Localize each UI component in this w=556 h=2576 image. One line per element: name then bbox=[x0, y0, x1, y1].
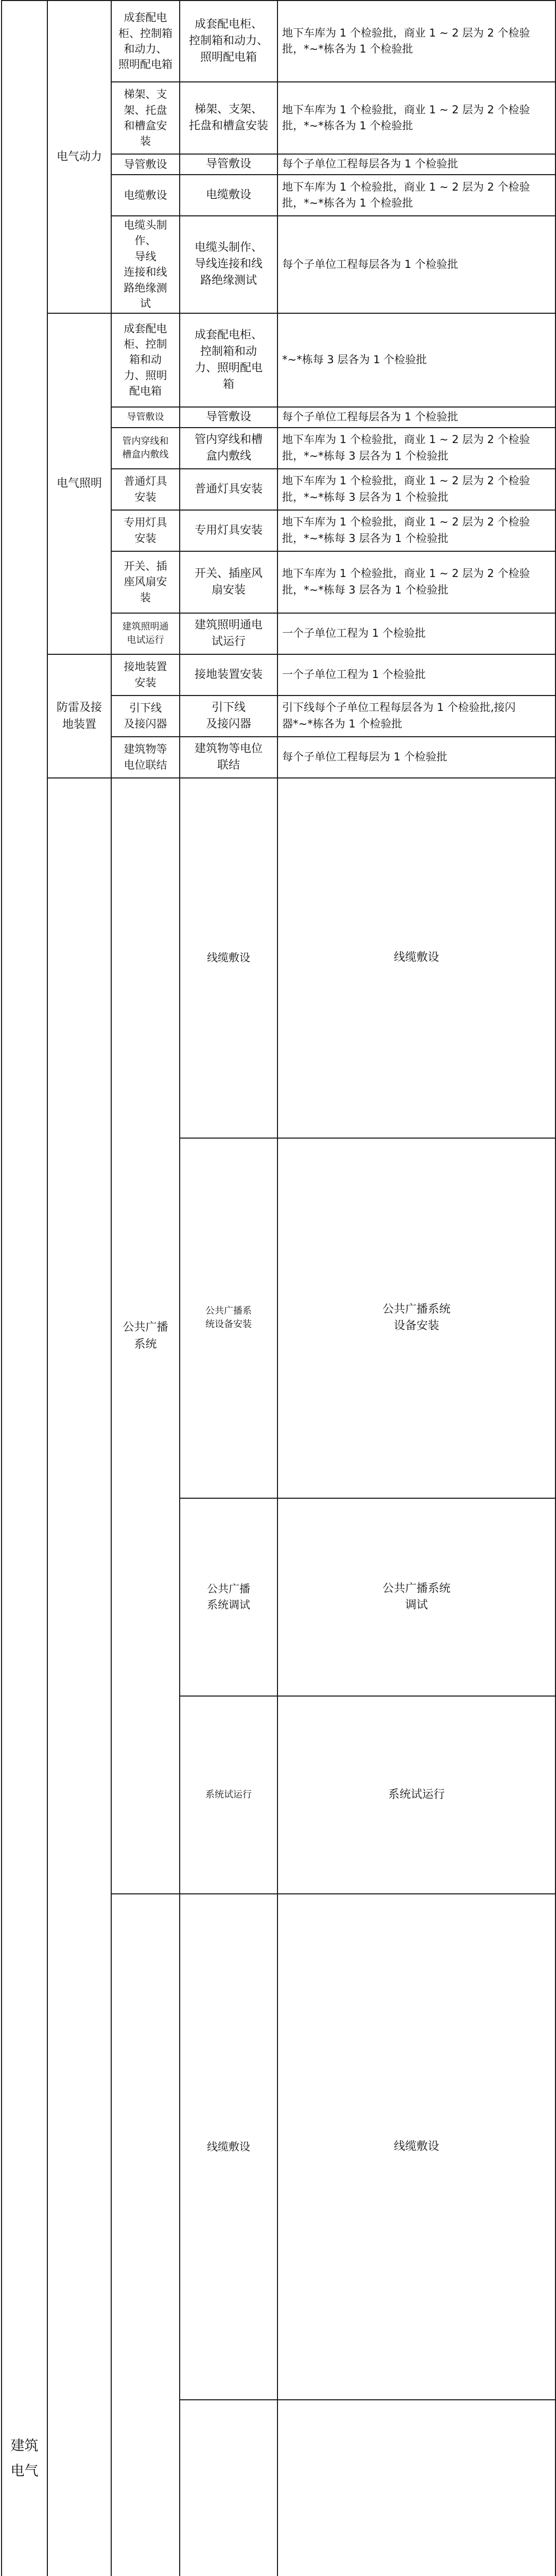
item-cell: 电缆头制作、 导线 连接和线 路绝缘测 试 bbox=[111, 216, 180, 313]
process-cell: 电缆敷设 bbox=[180, 175, 277, 216]
inspection-lot-table bbox=[1, 0, 556, 2576]
process-cell: 成套配电柜、 控制箱和动 力、照明配电 箱 bbox=[180, 313, 277, 407]
section-cell: 建筑 电气 bbox=[2, 1, 47, 2576]
table-body bbox=[2, 1, 555, 2576]
process-cell: 专用灯具安装 bbox=[180, 510, 277, 551]
process-cell: 开关、插座风 扇安装 bbox=[180, 551, 277, 613]
process-cell: 接地装置安装 bbox=[180, 654, 277, 696]
item-cell: 导管敷设 bbox=[111, 407, 180, 428]
section-cell bbox=[47, 778, 111, 2576]
process-cell: 系统试运行 bbox=[277, 1696, 555, 1894]
lot-description-cell: 地下车库为 1 个检验批，商业 1 ~ 2 层为 2 个检验 批，*~*栋各为 1 个检验批 bbox=[277, 1, 555, 82]
lot-description-cell: 地下车库为 1 个检验批，商业 1 ~ 2 层为 2 个检验 批，*~*栋各为 1 个检验批 bbox=[277, 175, 555, 216]
subsection-cell: 电气动力 bbox=[47, 1, 111, 313]
process-cell: 普通灯具安装 bbox=[180, 469, 277, 510]
lot-description-cell: 每个子单位工程每层各为 1 个检验批 bbox=[277, 407, 555, 428]
subsection-cell: 防雷及接 地装置 bbox=[47, 654, 111, 778]
lot-description-cell: 每个子单位工程每层各为 1 个检验批 bbox=[277, 216, 555, 313]
lot-description-cell: 地下车库为 1 个检验批，商业 1 ~ 2 层为 2 个检验 批，*~*栋各为 1 个检验批 bbox=[277, 82, 555, 154]
item-cell: 引下线 及接闪器 bbox=[111, 696, 180, 737]
process-cell: 建筑照明通电 试运行 bbox=[180, 613, 277, 654]
process-cell: 梯架、支架、 托盘和槽盒安装 bbox=[180, 82, 277, 154]
item-cell: 公共广播 系统调试 bbox=[180, 1498, 277, 1696]
item-cell bbox=[180, 2400, 277, 2576]
process-cell: 导管敷设 bbox=[180, 154, 277, 175]
process-cell: 公共广播系统 调试 bbox=[277, 1498, 555, 1696]
subsection-cell bbox=[111, 1894, 180, 2576]
lot-description-cell: 每个子单位工程每层为 1 个检验批 bbox=[277, 737, 555, 778]
item-cell: 系统试运行 bbox=[180, 1696, 277, 1894]
item-cell: 管内穿线和 槽盒内敷线 bbox=[111, 428, 180, 469]
process-cell: 成套配电柜、 控制箱和动力、 照明配电箱 bbox=[180, 1, 277, 82]
lot-description-cell: 地下车库为 1 个检验批，商业 1 ~ 2 层为 2 个检验 批，*~*栋每 3 层各为 1 个检验批 bbox=[277, 469, 555, 510]
item-cell: 导管敷设 bbox=[111, 154, 180, 175]
lot-description-cell: 地下车库为 1 个检验批，商业 1 ~ 2 层为 2 个检验 批，*~*栋每 3 层各为 1 个检验批 bbox=[277, 510, 555, 551]
lot-description-cell: 引下线每个子单位工程每层各为 1 个检验批,接闪 器*~*栋各为 1 个检验批 bbox=[277, 696, 555, 737]
item-cell: 接地装置 安装 bbox=[111, 654, 180, 696]
table-row bbox=[2, 313, 555, 407]
process-cell: 导管敷设 bbox=[180, 407, 277, 428]
table-row bbox=[2, 1, 555, 82]
table-row bbox=[2, 654, 555, 696]
process-cell: 电缆头制作、 导线连接和线 路绝缘测试 bbox=[180, 216, 277, 313]
lot-description-cell: 每个子单位工程每层各为 1 个检验批 bbox=[277, 154, 555, 175]
process-cell: 线缆敷设 bbox=[277, 778, 555, 1138]
item-cell: 建筑照明通 电试运行 bbox=[111, 613, 180, 654]
lot-description-cell: 一个子单位工程为 1 个检验批 bbox=[277, 654, 555, 696]
process-cell: 管内穿线和槽 盒内敷线 bbox=[180, 428, 277, 469]
process-cell: 线缆敷设 bbox=[277, 1894, 555, 2400]
lot-description-cell: 地下车库为 1 个检验批，商业 1 ~ 2 层为 2 个检验 批，*~*栋每 3 层各为 1 个检验批 bbox=[277, 551, 555, 613]
item-cell: 专用灯具 安装 bbox=[111, 510, 180, 551]
process-cell: 建筑物等电位 联结 bbox=[180, 737, 277, 778]
item-cell: 线缆敷设 bbox=[180, 1894, 277, 2400]
process-cell: 引下线 及接闪器 bbox=[180, 696, 277, 737]
lot-description-cell: *~*栋每 3 层各为 1 个检验批 bbox=[277, 313, 555, 407]
item-cell: 电缆敷设 bbox=[111, 175, 180, 216]
item-cell: 成套配电 柜、控制 箱和动 力、照明 配电箱 bbox=[111, 313, 180, 407]
item-cell: 普通灯具 安装 bbox=[111, 469, 180, 510]
subsection-cell: 电气照明 bbox=[47, 313, 111, 654]
item-cell: 建筑物等 电位联结 bbox=[111, 737, 180, 778]
lot-description-cell: 一个子单位工程为 1 个检验批 bbox=[277, 613, 555, 654]
lot-description-cell: 地下车库为 1 个检验批，商业 1 ~ 2 层为 2 个检验 批，*~*栋每 3 层各为 1 个检验批 bbox=[277, 428, 555, 469]
table-row bbox=[2, 778, 555, 1138]
item-cell: 开关、插 座风扇安 装 bbox=[111, 551, 180, 613]
process-cell: 公共广播系统 设备安装 bbox=[277, 1138, 555, 1498]
process-cell bbox=[277, 2400, 555, 2576]
item-cell: 线缆敷设 bbox=[180, 778, 277, 1138]
item-cell: 公共广播系 统设备安装 bbox=[180, 1138, 277, 1498]
item-cell: 梯架、支 架、托盘 和槽盒安 装 bbox=[111, 82, 180, 154]
subsection-cell: 公共广播 系统 bbox=[111, 778, 180, 1894]
item-cell: 成套配电 柜、控制箱 和动力、 照明配电箱 bbox=[111, 1, 180, 82]
